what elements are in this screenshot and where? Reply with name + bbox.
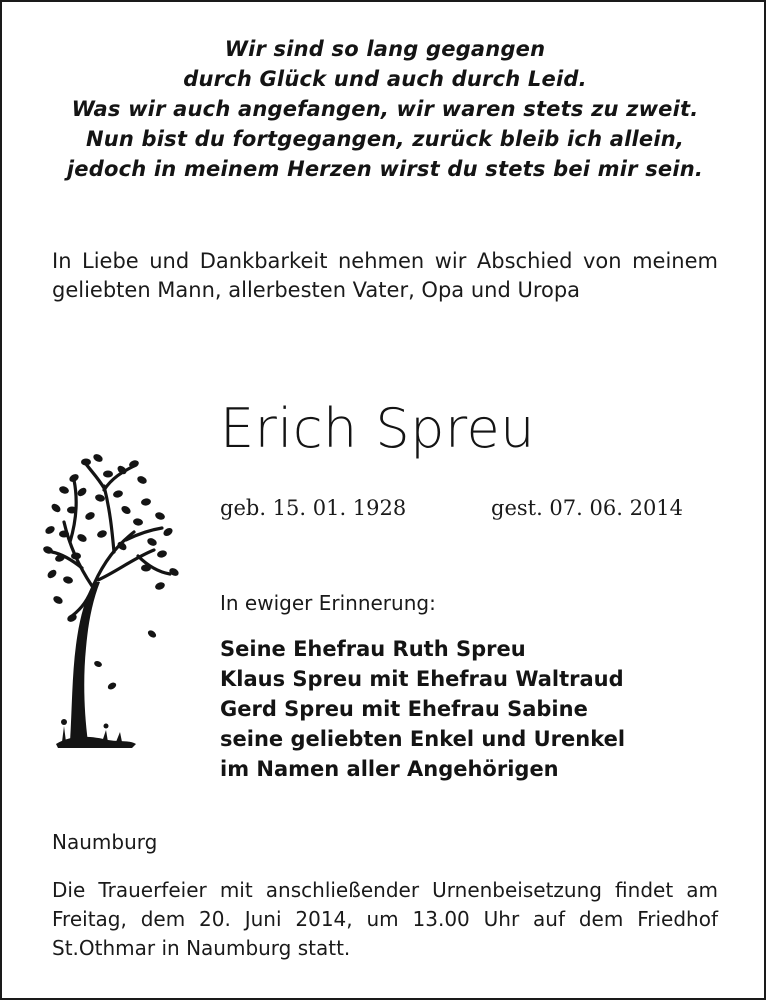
poem-line: Wir sind so lang gegangen xyxy=(224,37,546,61)
mourners-list xyxy=(220,634,625,784)
mourner-line: Klaus Spreu mit Ehefrau Waltraud xyxy=(220,667,624,691)
mourner-line: im Namen aller Angehörigen xyxy=(220,757,559,781)
mourner-line: seine geliebten Enkel und Urenkel xyxy=(220,727,626,751)
deceased-name: Erich Spreu xyxy=(220,397,535,460)
life-dates xyxy=(220,494,720,522)
memory-label: In ewiger Erinnerung: xyxy=(220,591,436,615)
poem-line: jedoch in meinem Herzen wirst du stets bei mir sein. xyxy=(66,157,704,181)
birth-date: geb. 15. 01. 1928 xyxy=(220,496,407,520)
mourner-line: Gerd Spreu mit Ehefrau Sabine xyxy=(220,697,588,721)
poem xyxy=(42,34,728,184)
poem-line: Nun bist du fortgegangen, zurück bleib ich allein, xyxy=(85,127,685,151)
mourner-line: Seine Ehefrau Ruth Spreu xyxy=(220,637,526,661)
place-name: Naumburg xyxy=(52,830,158,854)
death-date: gest. 07. 06. 2014 xyxy=(491,496,684,520)
ceremony-text: Die Trauerfeier mit anschließender Urnenbeisetzung findet am Freitag, dem 20. Juni 2014, um 13.00 Uhr auf dem Friedhof St.Othmar in Naumburg statt. xyxy=(52,878,718,960)
tree-icon xyxy=(42,450,182,750)
poem-line: durch Glück und auch durch Leid. xyxy=(183,67,587,91)
poem-line: Was wir auch angefangen, wir waren stets zu zweit. xyxy=(71,97,699,121)
intro-text: In Liebe und Dankbarkeit nehmen wir Abschied von meinem geliebten Mann, allerbesten Vater, Opa und Uropa xyxy=(52,249,718,302)
